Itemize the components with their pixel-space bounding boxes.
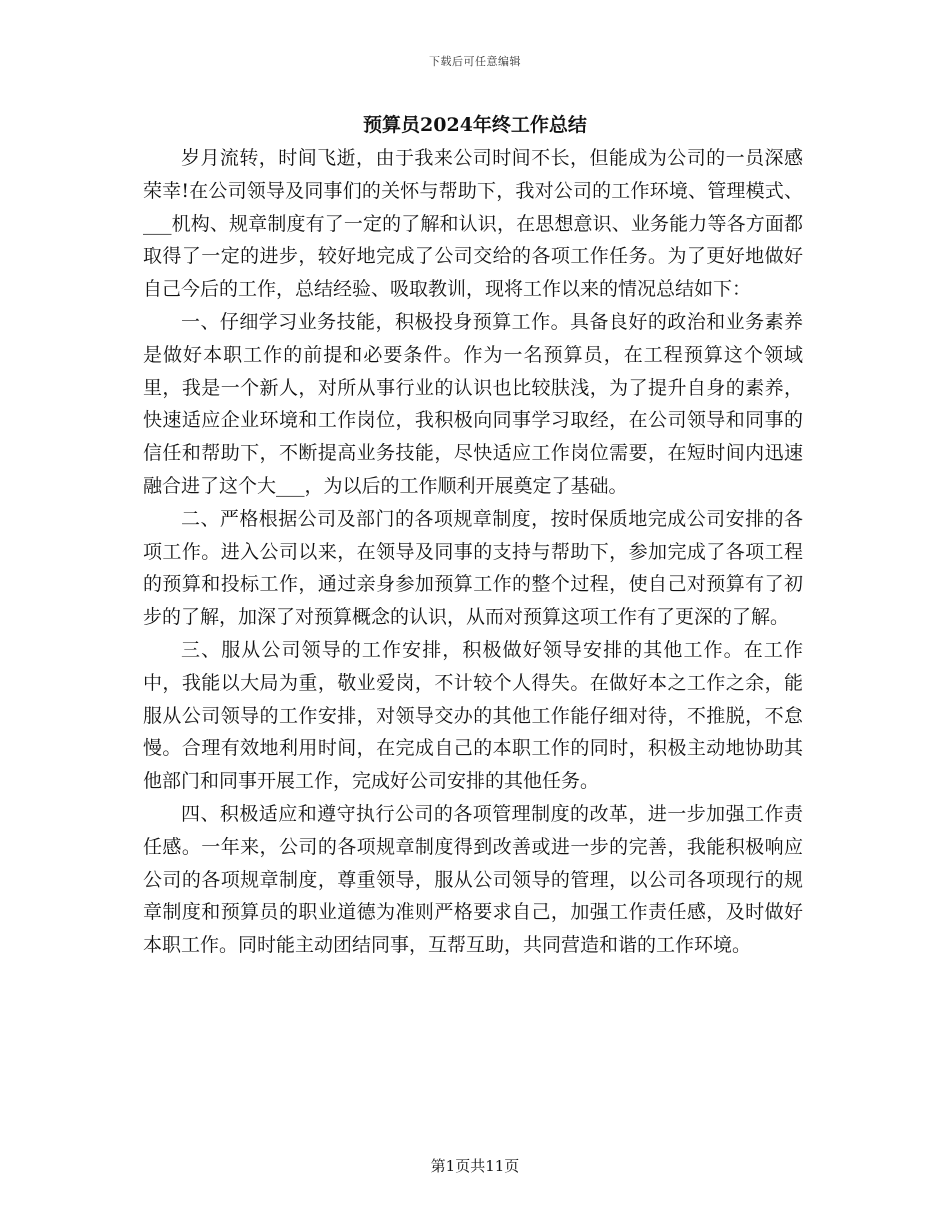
document-title: 预算员2024年终工作总结	[363, 114, 587, 136]
paragraph-section-3: 三、服从公司领导的工作安排，积极做好领导安排的其他工作。在工作中，我能以大局为重，敬业爱岗，不计较个人得失。在做好本之工作之余，能服从公司领导的工作安排，对领导交办的其他工作能仔细对待，不推脱，不怠慢。合理有效地利用时间，在完成自己的本职工作的同时，积极主动地协助其他部门和同事开展工作，完成好公司安排的其他任务。	[143, 638, 803, 793]
paragraph-section-4: 四、积极适应和遵守执行公司的各项管理制度的改革，进一步加强工作责任感。一年来，公司的各项规章制度得到改善或进一步的完善，我能积极响应公司的各项规章制度，尊重领导，服从公司领导的管理，以公司各项现行的规章制度和预算员的职业道德为准则严格要求自己，加强工作责任感，及时做好本职工作。同时能主动团结同事，互帮互助，共同营造和谐的工作环境。	[143, 802, 803, 957]
document-body	[143, 142, 803, 962]
header-note: 下载后可任意编辑	[429, 55, 521, 68]
paragraph-section-1: 一、仔细学习业务技能，积极投身预算工作。具备良好的政治和业务素养是做好本职工作的前提和必要条件。作为一名预算员，在工程预算这个领域里，我是一个新人，对所从事行业的认识也比较肤浅，为了提升自身的素养，快速适应企业环境和工作岗位，我积极向同事学习取经，在公司领导和同事的信任和帮助下，不断提高业务技能，尽快适应工作岗位需要，在短时间内迅速融合进了这个大___，为以后的工作顺利开展奠定了基础。	[143, 310, 803, 497]
paragraph-intro: 岁月流转，时间飞逝，由于我来公司时间不长，但能成为公司的一员深感荣幸!在公司领导及同事们的关怀与帮助下，我对公司的工作环境、管理模式、___机构、规章制度有了一定的了解和认识，在思想意识、业务能力等各方面都取得了一定的进步，较好地完成了公司交给的各项工作任务。为了更好地做好自己今后的工作，总结经验、吸取教训，现将工作以来的情况总结如下：	[143, 147, 803, 301]
page-footer: 第1页共11页	[430, 1157, 520, 1175]
paragraph-section-2: 二、严格根据公司及部门的各项规章制度，按时保质地完成公司安排的各项工作。进入公司以来，在领导及同事的支持与帮助下，参加完成了各项工程的预算和投标工作，通过亲身参加预算工作的整个过程，使自己对预算有了初步的了解，加深了对预算概念的认识，从而对预算这项工作有了更深的了解。	[143, 507, 803, 629]
